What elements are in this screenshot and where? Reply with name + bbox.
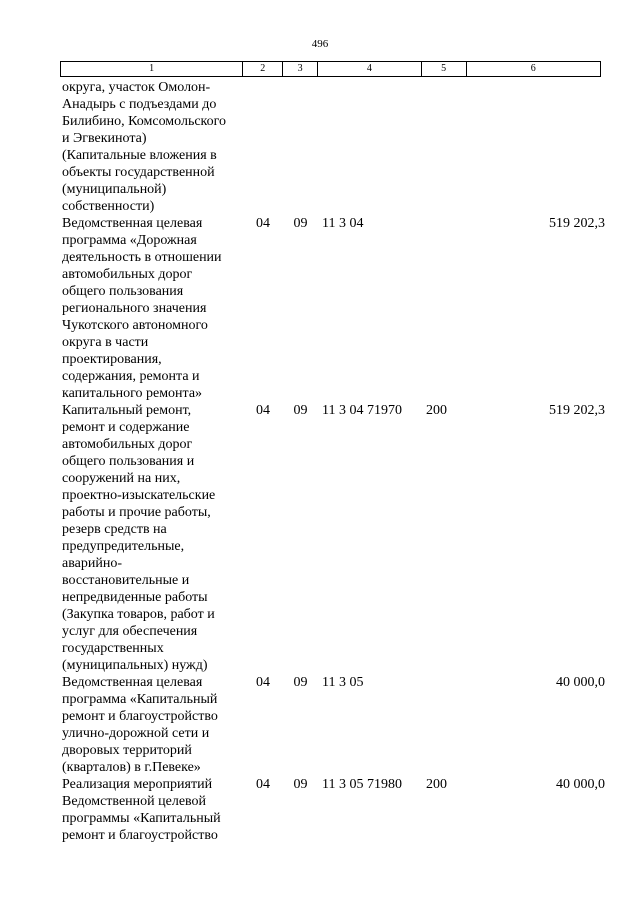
row-target-code <box>318 79 422 215</box>
row-description: Реализация мероприятий Ведомственной целевой программы «Капитальный ремонт и благоустройство <box>62 777 221 843</box>
page-number: 496 <box>311 38 329 50</box>
row-section: 04 <box>256 777 270 792</box>
row-expense-type <box>422 215 467 402</box>
row-section: 04 <box>256 675 270 690</box>
row-description: округа, участок Омолон- Анадырь с подъездами до Билибино, Комсомольского и Эгвекинота) (Капитальные вложения в объекты государственной (муниципальной) собственности) <box>62 80 227 214</box>
row-section <box>243 79 283 215</box>
row-description: Капитальный ремонт, ремонт и содержание автомобильных дорог общего пользования и сооружений на них, проектно-изыскательские работы и прочие работы, резерв средств на предупредительные, аварийно- восстановительные и непредвиденные работы (Закупка товаров, работ и услуг для обеспечения государственных (муниципальных) нужд) <box>62 403 216 673</box>
row-description: Ведомственная целевая программа «Дорожная деятельность в отношении автомобильных дорог общего пользования регионального значения Чукотского автономного округа в части проектирования, содержания, ремонта и капитального ремонта» <box>62 216 222 401</box>
row-subsection <box>283 79 318 215</box>
row-expense-type: 200 <box>426 403 447 418</box>
row-subsection: 09 <box>293 403 308 418</box>
row-target-code: 11 3 04 71970 <box>322 403 402 418</box>
row-target-code: 11 3 05 <box>322 675 364 690</box>
header-col-5: 5 <box>422 62 467 76</box>
table-row <box>60 776 605 844</box>
row-section: 04 <box>256 403 270 418</box>
table-row <box>60 674 605 776</box>
header-col-6: 6 <box>530 63 536 74</box>
row-amount: 519 202,3 <box>549 403 605 418</box>
row-target-code: 11 3 04 <box>322 216 364 231</box>
row-amount <box>467 79 605 215</box>
table-body <box>60 79 605 844</box>
row-expense-type <box>422 79 467 215</box>
row-amount: 40 000,0 <box>556 777 605 792</box>
header-col-1: 1 <box>61 62 243 76</box>
row-subsection: 09 <box>293 675 308 690</box>
header-col-3: 3 <box>283 62 318 76</box>
row-expense-type: 200 <box>426 777 447 792</box>
header-col-2: 2 <box>243 62 283 76</box>
row-section: 04 <box>256 216 270 231</box>
row-description: Ведомственная целевая программа «Капитальный ремонт и благоустройство улично-дорожной сети и дворовых территорий (кварталов) в г.Певеке» <box>62 675 218 775</box>
table-header <box>60 61 601 77</box>
table-row <box>60 402 605 674</box>
row-subsection: 09 <box>293 216 308 231</box>
row-amount: 40 000,0 <box>556 675 605 690</box>
table-row <box>60 79 605 215</box>
row-expense-type <box>422 674 467 776</box>
table-row <box>60 215 605 402</box>
row-target-code: 11 3 05 71980 <box>322 777 402 792</box>
row-subsection: 09 <box>293 777 308 792</box>
header-col-4: 4 <box>318 62 422 76</box>
row-amount: 519 202,3 <box>549 216 605 231</box>
